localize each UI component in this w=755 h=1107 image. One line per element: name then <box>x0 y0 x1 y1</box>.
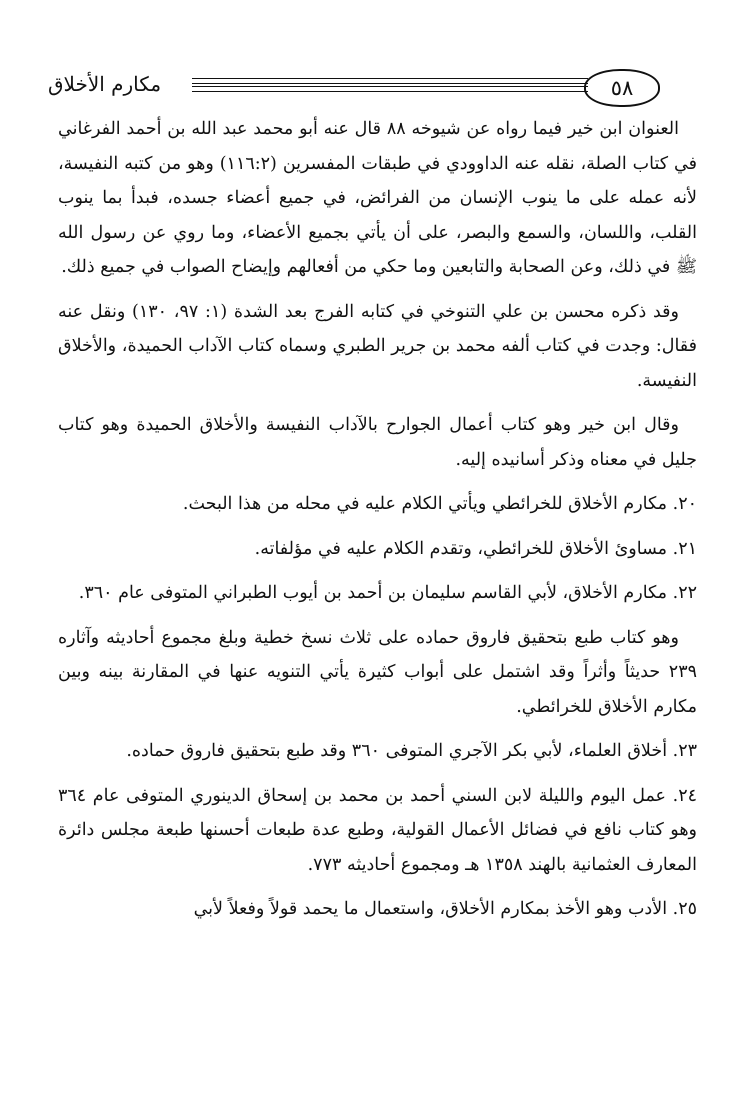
list-item: ٢٤. عمل اليوم والليلة لابن السني أحمد بن محمد بن إسحاق الدينوري المتوفى عام ٣٦٤ وهو كتاب نافع في فضائل الأعمال القولية، وطبع عدة طبعات أحسنها طبعة مجلس دائرة المعارف العثمانية بالهند ١٣٥٨ هـ ومجموع أحاديثه ٧٧٣. <box>58 785 697 875</box>
list-item: ٢١. مساوئ الأخلاق للخرائطي، وتقدم الكلام عليه في مؤلفاته. <box>254 538 697 559</box>
page-number: ٥٨ <box>584 69 660 107</box>
running-title: مكارم الأخلاق <box>48 72 162 96</box>
list-item: ٢٥. الأدب وهو الأخذ بمكارم الأخلاق، واستعمال ما يحمد قولاً وفعلاً لأبي <box>193 899 697 919</box>
paragraph: وقال ابن خير وهو كتاب أعمال الجوارح بالآداب النفيسة والأخلاق الحميدة وهو كتاب جليل في معناه وذكر أسانيده إليه. <box>58 415 697 470</box>
header-rule <box>192 78 588 92</box>
list-item: ٢٠. مكارم الأخلاق للخرائطي ويأتي الكلام عليه في محله من هذا البحث. <box>182 494 697 514</box>
paragraph: العنوان ابن خير فيما رواه عن شيوخه ٨٨ قال عنه أبو محمد عبد الله بن أحمد الفرغاني في كتاب الصلة، نقله عنه الداوودي في طبقات المفسرين (١١٦:٢) وهو من كتبه النفيسة، لأنه عمله على ما ينوب الإنسان من الفرائض، في جميع أعضاء جسده، فبدأ بما ينوب القلب، واللسان، والسمع والبصر، على أن يأتي بجميع الأعضاء، وما روي عن رسول الله ﷺ في ذلك، وعن الصحابة والتابعين وما حكي من أفعالهم وإيضاح الصواب في جميع ذلك. <box>58 119 697 277</box>
page-body <box>58 112 697 937</box>
running-header <box>40 64 720 110</box>
list-item: ٢٣. أخلاق العلماء، لأبي بكر الآجري المتوفى ٣٦٠ وقد طبع بتحقيق فاروق حماده. <box>126 741 697 761</box>
paragraph: وهو كتاب طبع بتحقيق فاروق حماده على ثلاث نسخ خطية وبلغ مجموع أحاديثه وآثاره ٢٣٩ حديثاً وأثراً وقد اشتمل على أبواب كثيرة يأتي التنويه عنها في المقارنة بينه وبين مكارم الأخلاق للخرائطي. <box>58 627 697 717</box>
paragraph: وقد ذكره محسن بن علي التنوخي في كتابه الفرج بعد الشدة (١: ٩٧، ١٣٠) ونقل عنه فقال: وجدت في كتاب ألفه محمد بن جرير الطبري وسماه كتاب الآداب الحميدة، والأخلاق النفيسة. <box>58 301 697 391</box>
list-item: ٢٢. مكارم الأخلاق، لأبي القاسم سليمان بن أحمد بن أيوب الطبراني المتوفى عام ٣٦٠. <box>78 583 697 603</box>
